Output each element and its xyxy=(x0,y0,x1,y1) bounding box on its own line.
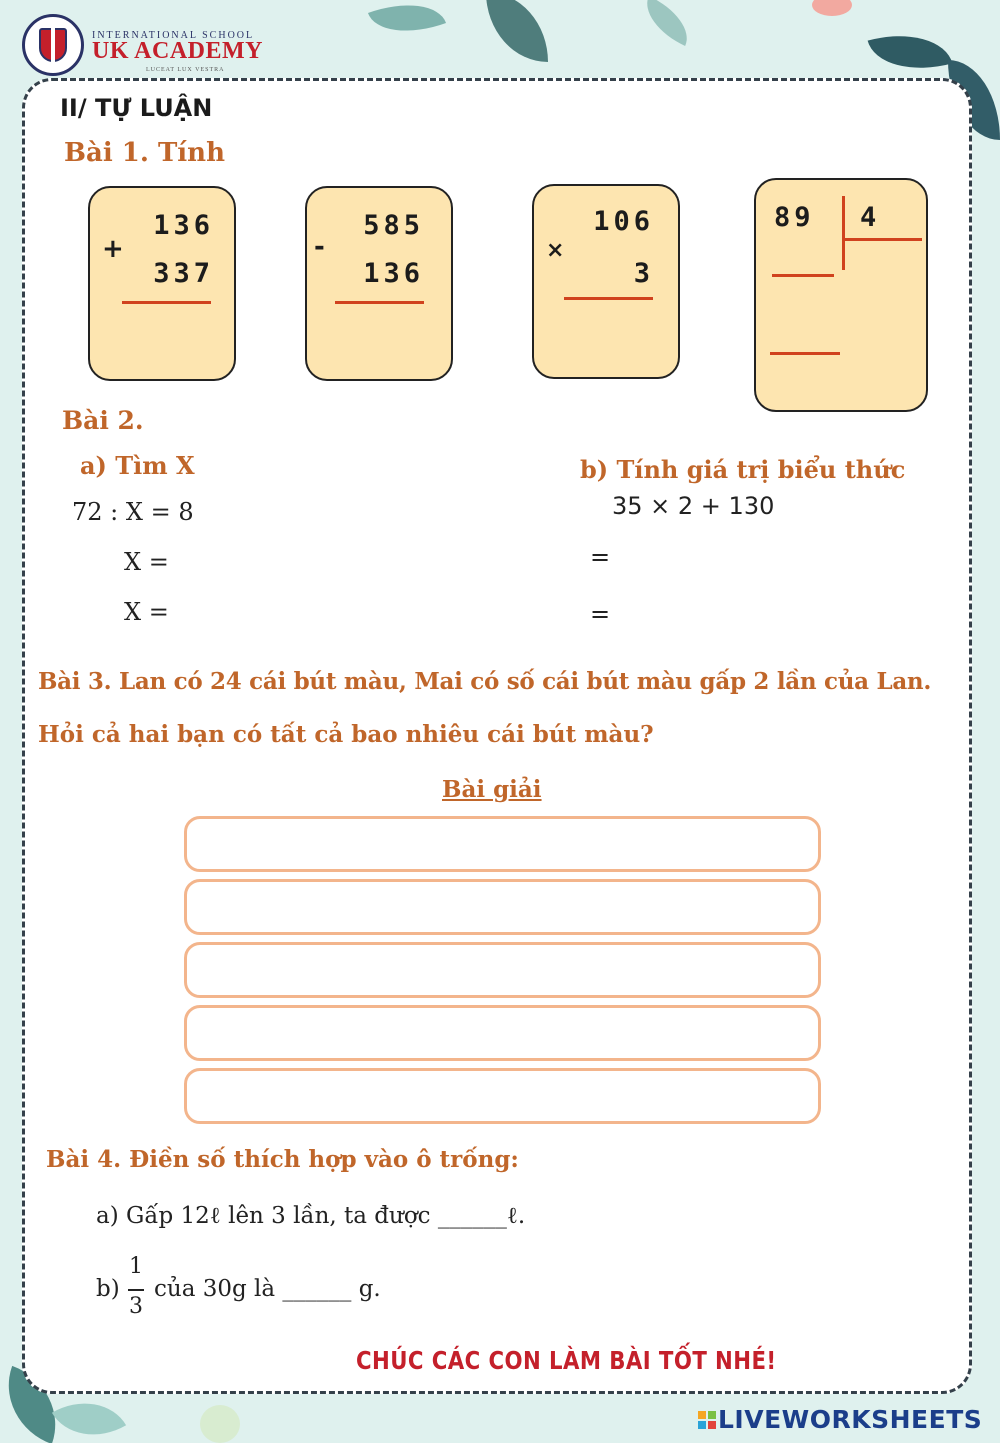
school-line: INTERNATIONAL SCHOOL xyxy=(92,30,255,41)
fraction-bar xyxy=(128,1289,144,1291)
leaf-decoration xyxy=(636,0,698,46)
exercise1-title: Bài 1. Tính xyxy=(64,138,225,168)
subtraction-top: 585 xyxy=(363,210,424,241)
exercise2-expression: 35 × 2 + 130 xyxy=(612,492,775,520)
exercise2-equation: 72 : X = 8 xyxy=(72,498,194,526)
addition-operator: + xyxy=(102,234,124,264)
addition-answer-line xyxy=(122,301,211,304)
answer-line-box[interactable] xyxy=(184,879,821,935)
division-step-line xyxy=(770,352,840,355)
leaf-decoration xyxy=(200,1405,240,1443)
answer-line-box[interactable] xyxy=(184,942,821,998)
liveworksheets-logo-icon xyxy=(698,1411,716,1429)
leaf-decoration xyxy=(868,21,953,83)
section-title: II/ TỰ LUẬN xyxy=(60,94,213,122)
exercise2-part-b-step1: = xyxy=(590,543,611,571)
exercise2-title: Bài 2. xyxy=(62,406,144,435)
leaf-decoration xyxy=(812,0,852,16)
school-motto: LUCEAT LUX VESTRA xyxy=(146,67,225,73)
multiplication-operator: × xyxy=(546,238,565,263)
division-vertical-line xyxy=(842,196,845,270)
fraction-numerator: 1 xyxy=(129,1254,143,1279)
exercise2-part-a-label: a) Tìm X xyxy=(80,451,195,480)
exercise2-part-b-label: b) Tính giá trị biểu thức xyxy=(580,455,906,484)
division-dividend: 89 xyxy=(774,202,815,233)
addition-bottom: 337 xyxy=(153,258,214,289)
exercise3-line1: Bài 3. Lan có 24 cái bút màu, Mai có số cái bút màu gấp 2 lần của Lan. xyxy=(38,668,932,695)
subtraction-operator: - xyxy=(314,232,325,262)
subtraction-bottom: 136 xyxy=(363,258,424,289)
school-name: UK ACADEMY xyxy=(92,38,263,64)
addition-top: 136 xyxy=(153,210,214,241)
division-step-line xyxy=(772,274,834,277)
subtraction-answer-line xyxy=(335,301,424,304)
exercise2-part-a-step1: X = xyxy=(124,548,169,576)
division-divisor: 4 xyxy=(860,202,881,233)
liveworksheets-watermark: LIVEWORKSHEETS xyxy=(718,1405,983,1434)
leaf-decoration xyxy=(368,0,446,47)
division-horizontal-line xyxy=(842,238,922,241)
solution-title: Bài giải xyxy=(442,776,542,803)
exercise4-part-b-suffix: của 30g là ______ g. xyxy=(154,1276,381,1302)
multiplication-top: 106 xyxy=(593,206,654,237)
multiplication-bottom: 3 xyxy=(633,258,654,289)
closing-message: CHÚC CÁC CON LÀM BÀI TỐT NHÉ! xyxy=(356,1346,777,1375)
school-crest-logo xyxy=(22,14,84,76)
exercise2-part-b-step2: = xyxy=(590,600,611,628)
exercise4-part-b-prefix: b) xyxy=(96,1276,120,1302)
leaf-decoration xyxy=(486,0,548,62)
exercise4-part-a: a) Gấp 12ℓ lên 3 lần, ta được ______ℓ. xyxy=(96,1203,526,1229)
answer-line-box[interactable] xyxy=(184,816,821,872)
multiplication-answer-line xyxy=(564,297,653,300)
fraction-denominator: 3 xyxy=(129,1294,143,1319)
exercise4-title: Bài 4. Điền số thích hợp vào ô trống: xyxy=(46,1146,519,1173)
answer-line-box[interactable] xyxy=(184,1005,821,1061)
exercise3-line2: Hỏi cả hai bạn có tất cả bao nhiêu cái bút màu? xyxy=(38,721,654,748)
answer-line-box[interactable] xyxy=(184,1068,821,1124)
exercise2-part-a-step2: X = xyxy=(124,598,169,626)
